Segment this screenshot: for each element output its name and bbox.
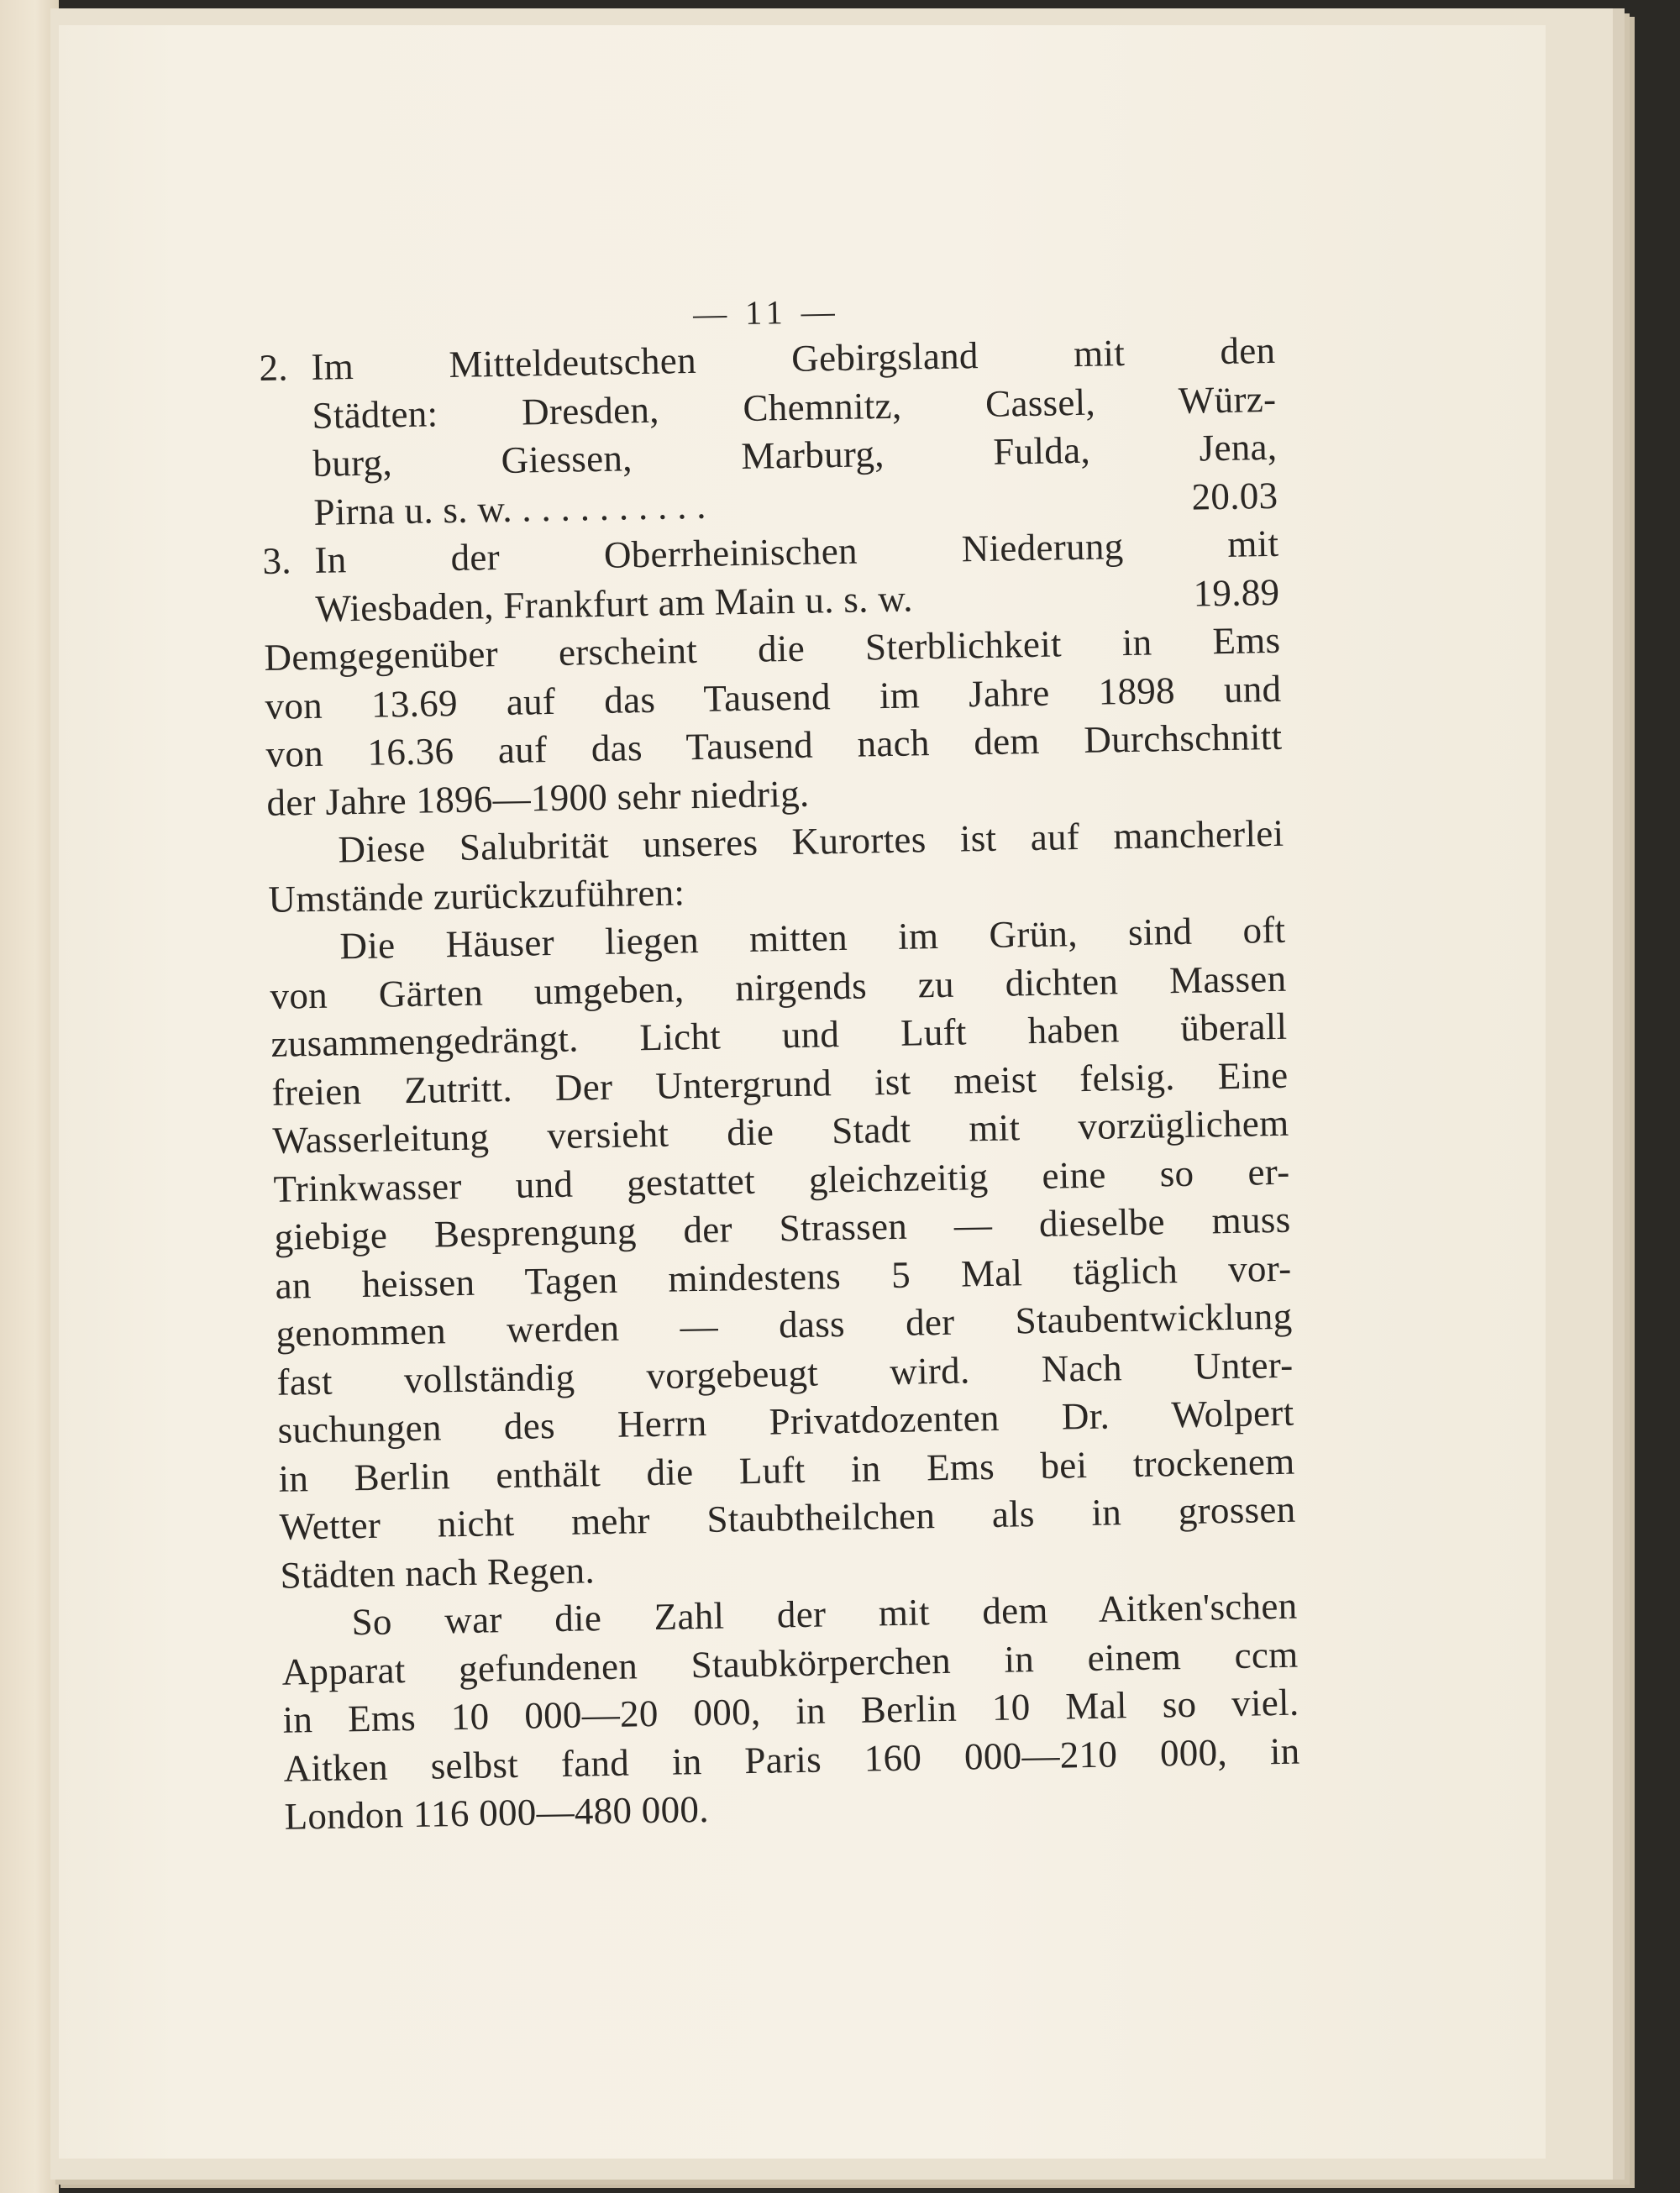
text-line: in Ems 10 000—20 000, in Berlin 10 Mal so viel. — [282, 1681, 1299, 1741]
text-line: Städten: Dresden, Chemnitz, Cassel, Würz- — [312, 377, 1277, 437]
text-line: Städten nach Regen. — [280, 1548, 596, 1597]
text-line: suchungen des Herrn Privatdozenten Dr. Wolpert — [277, 1391, 1294, 1451]
numbered-list — [259, 327, 1280, 634]
text-line: an heissen Tagen mindestens 5 Mal täglich vor- — [275, 1246, 1292, 1307]
text-line: fast vollständig vorgebeugt wird. Nach Unter- — [276, 1343, 1294, 1403]
paragraph — [267, 810, 1285, 924]
page-text — [259, 291, 1301, 1841]
mortality-value: 19.89 — [1193, 570, 1280, 615]
book-page — [59, 25, 1546, 2159]
paragraph — [281, 1582, 1301, 1842]
list-item-number: 3. — [262, 539, 292, 582]
text-line: Wasserleitung versieht die Stadt mit vorzüglichem — [272, 1101, 1289, 1162]
text-line: giebige Besprengung der Strassen — dieselbe muss — [274, 1198, 1291, 1258]
page-number: — 11 — — [692, 291, 841, 333]
text-line: freien Zutritt. Der Untergrund ist meist felsig. Eine — [271, 1053, 1289, 1114]
text-line: London 116 000—480 000. — [284, 1787, 710, 1838]
text-line: Aitken selbst fand in Paris 160 000—210 000, in — [283, 1729, 1300, 1790]
text-line: Diese Salubrität unseres Kurortes ist auf mancherlei — [338, 811, 1284, 871]
text-line: Im Mitteldeutschen Gebirgsland mit den — [311, 328, 1276, 388]
paragraph — [269, 906, 1297, 1600]
text-line: Pirna u. s. w. . . . . . . . . . . — [313, 484, 707, 533]
text-line: Umstände zurückzuführen: — [268, 870, 685, 921]
text-line: Wiesbaden, Frankfurt am Main u. s. w. — [315, 576, 914, 630]
text-line: Apparat gefundenen Staubkörperchen in einem ccm — [281, 1633, 1299, 1693]
text-line: Demgegenüber erscheint die Sterblichkeit in Ems — [264, 618, 1281, 679]
text-line: in Berlin enthält die Luft in Ems bei trockenem — [278, 1440, 1295, 1500]
text-line: burg, Giessen, Marburg, Fulda, Jena, — [312, 425, 1278, 485]
list-item-text — [311, 327, 1278, 537]
text-line: genommen werden — dass der Staubentwicklung — [276, 1294, 1293, 1355]
text-line: So war die Zahl der mit dem Aitken'schen — [351, 1584, 1298, 1644]
text-line: Die Häuser liegen mitten im Grün, sind oft — [339, 908, 1286, 968]
text-line: von Gärten umgeben, nirgends zu dichten Massen — [270, 957, 1287, 1017]
list-item — [262, 520, 1280, 634]
mortality-value: 20.03 — [1191, 474, 1278, 518]
body-paragraphs — [264, 616, 1301, 1841]
text-line: von 16.36 auf das Tausend nach dem Durchschnitt — [265, 715, 1283, 775]
text-line: der Jahre 1896—1900 sehr niedrig. — [266, 772, 810, 824]
text-line: In der Oberrheinischen Niederung mit — [314, 522, 1279, 581]
list-item-number: 2. — [259, 346, 289, 389]
text-line: von 13.69 auf das Tausend im Jahre 1898 und — [265, 667, 1282, 727]
paragraph — [264, 616, 1284, 827]
text-line: Wetter nicht mehr Staubtheilchen als in grossen — [279, 1487, 1296, 1548]
list-item — [259, 327, 1278, 538]
list-item-text — [314, 520, 1280, 633]
text-line: Trinkwasser und gestattet gleichzeitig eine so er- — [273, 1150, 1290, 1210]
text-line: zusammengedrängt. Licht und Luft haben überall — [270, 1005, 1288, 1065]
